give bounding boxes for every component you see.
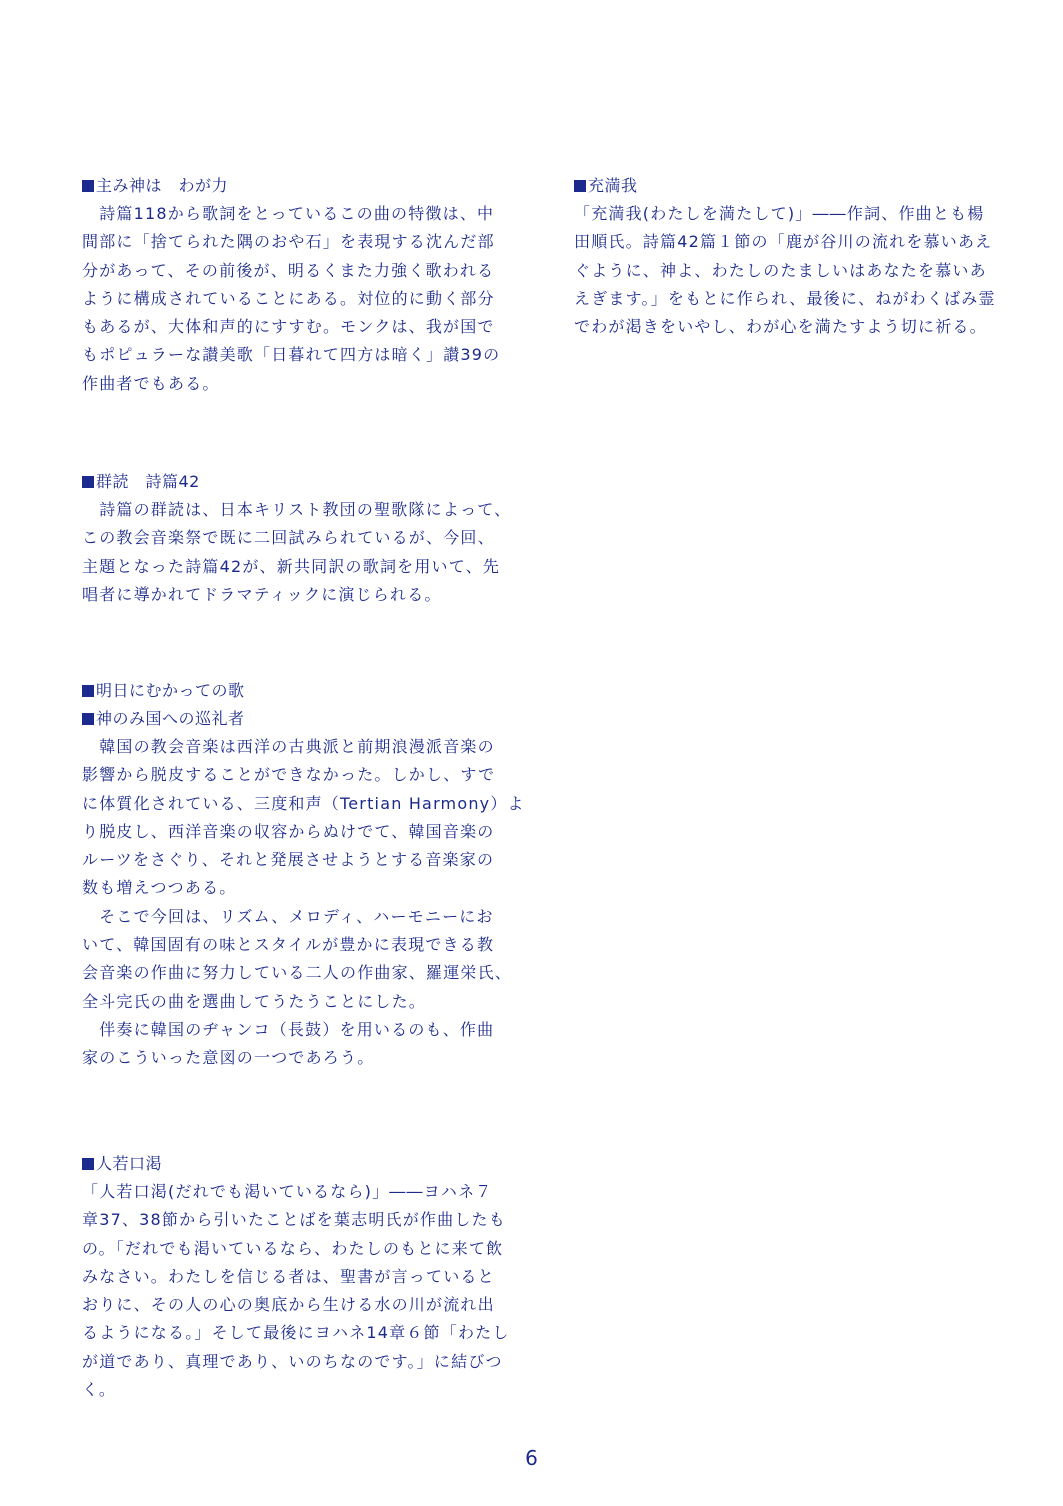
body-line: みなさい。わたしを信じる者は、聖書が言っていると (82, 1266, 495, 1286)
body-line: おりに、その人の心の奥底から生ける水の川が流れ出 (82, 1295, 495, 1315)
section-heading-text: 明日にむかっての歌 (96, 681, 245, 700)
body-line: 「充満我(わたしを満たして)」――作詞、作曲とも楊 (574, 204, 985, 223)
heading-square-marker (82, 180, 94, 192)
body-line: 影響から脱皮することができなかった。しかし、すで (82, 765, 496, 785)
section-heading (82, 677, 522, 705)
body-line: 詩篇118から歌詞をとっているこの曲の特徴は、中 (82, 204, 495, 223)
body-line: 数も増えつつある。 (82, 878, 237, 898)
body-line: 主題となった詩篇42が、新共同訳の歌詞を用いて、先 (82, 556, 501, 576)
body-line: 田順氏。詩篇42篇１節の「鹿が谷川の流れを慕いあえ (574, 232, 993, 252)
heading-square-marker (574, 180, 586, 192)
body-line: 詩篇の群読は、日本キリスト教団の聖歌隊によって、 (82, 500, 512, 519)
body-line: 会音楽の作曲に努力している二人の作曲家、羅運栄氏、 (82, 963, 513, 983)
section-subheading (82, 705, 522, 733)
heading-square-marker (82, 713, 94, 725)
body-line: ルーツをさぐり、それと発展させようとする音楽家の (82, 850, 495, 870)
section-ashita-uta (82, 677, 525, 1073)
body-line: 家のこういった意図の一つであろう。 (82, 1048, 375, 1068)
section-body (82, 200, 522, 398)
body-line: でわが渇きをいやし、わが心を満たすよう切に祈る。 (574, 317, 987, 337)
body-line: 唱者に導かれてドラマティックに演じられる。 (82, 584, 442, 604)
section-heading (82, 172, 522, 200)
body-line: り脱皮し、西洋音楽の収容からぬけでて、韓国音楽の (82, 821, 495, 841)
section-jinjaku-kokatsu (82, 1150, 522, 1404)
body-line: るようになる。」そして最後にヨハネ14章６節「わたし (82, 1323, 510, 1343)
section-juman-ga (574, 172, 1006, 341)
heading-square-marker (82, 476, 94, 488)
section-body (82, 1178, 522, 1404)
section-heading-text: 主み神は わが力 (96, 176, 229, 195)
heading-square-marker (82, 1158, 94, 1170)
body-line: もあるが、大体和声的にすすむ。モンクは、我が国で (82, 317, 495, 337)
section-body (82, 733, 525, 1073)
body-line: 伴奏に韓国のヂャンコ（長鼓）を用いるのも、作曲 (82, 1019, 495, 1039)
section-heading-text: 人若口渇 (96, 1154, 163, 1173)
body-line: えぎます。」をもとに作られ、最後に、ねがわくばみ霊 (574, 288, 996, 308)
body-line: そこで今回は、リズム、メロディ、ハーモニーにお (82, 906, 494, 926)
section-subheading-text: 神のみ国への巡礼者 (96, 709, 245, 728)
section-body (82, 496, 522, 609)
section-body (574, 200, 1006, 341)
body-line: の。「だれでも渇いているなら、わたしのもとに来て飲 (82, 1238, 504, 1258)
body-line: ように構成されていることにある。対位的に動く部分 (82, 288, 495, 308)
page-number: 6 (525, 1446, 538, 1470)
right-column (574, 172, 1006, 341)
body-line: 章37、38節から引いたことばを葉志明氏が作曲したも (82, 1210, 506, 1230)
section-heading-text: 充満我 (588, 176, 638, 195)
heading-square-marker (82, 685, 94, 697)
body-line: 「人若口渇(だれでも渇いているなら)」――ヨハネ７ (82, 1182, 493, 1201)
body-line: く。 (82, 1380, 117, 1400)
section-shumi-kami (82, 172, 522, 398)
body-line: 間部に「捨てられた隅のおや石」を表現する沈んだ部 (82, 232, 495, 252)
body-line: 韓国の教会音楽は西洋の古典派と前期浪漫派音楽の (82, 737, 495, 756)
section-heading-text: 群読 詩篇42 (96, 472, 200, 491)
body-line: が道であり、真理であり、いのちなのです。」に結びつ (82, 1351, 503, 1371)
body-line: この教会音楽祭で既に二回試みられているが、今回、 (82, 528, 495, 548)
body-line: もポピュラーな讃美歌「日暮れて四方は暗く」讃39の (82, 345, 501, 365)
section-heading (82, 1150, 522, 1178)
body-line: に体質化されている、三度和声（Tertian Harmony）よ (82, 793, 525, 813)
body-line: 全斗完氏の曲を選曲してうたうことにした。 (82, 991, 427, 1011)
section-gundoku (82, 468, 522, 609)
body-line: 作曲者でもある。 (82, 373, 220, 393)
body-line: 分があって、その前後が、明るくまた力強く歌われる (82, 260, 495, 280)
section-heading (574, 172, 1006, 200)
body-line: ぐように、神よ、わたしのたましいはあなたを慕いあ (574, 260, 987, 280)
body-line: いて、韓国固有の味とスタイルが豊かに表現できる教 (82, 935, 495, 955)
section-heading (82, 468, 522, 496)
